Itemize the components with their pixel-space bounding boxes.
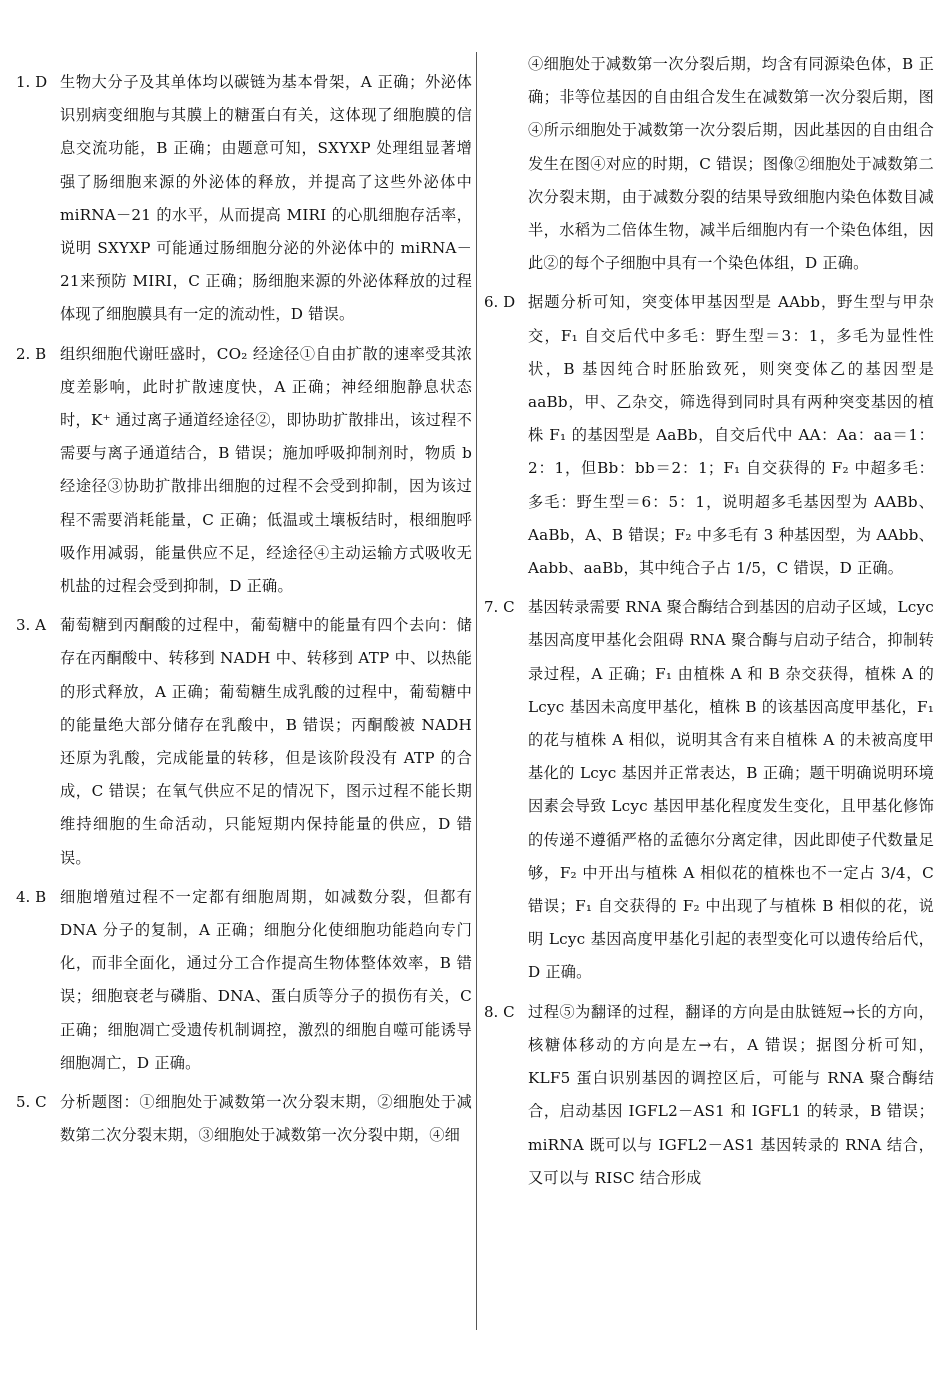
answer-item-3 bbox=[16, 609, 472, 875]
answer-explanation: 细胞增殖过程不一定都有细胞周期，如减数分裂，但都有 DNA 分子的复制，A 正确；细胞分化使细胞功能趋向专门化，而非全面化，通过分工合作提高生物体整体效率，B 错误；细胞衰老与磷脂、DNA、蛋白质等分子的损伤有关，C 正确；细胞凋亡受遗传机制调控，激烈的细胞自噬可能诱导细胞凋亡，D 正确。 bbox=[60, 887, 472, 1072]
answer-explanation: ④细胞处于减数第一次分裂后期，均含有同源染色体，B 正确；非等位基因的自由组合发生在减数第一次分裂后期，图④所示细胞处于减数第一次分裂后期，因此基因的自由组合发生在图④对应的时期，C 错误；图像②细胞处于减数第二次分裂末期，由于减数分裂的结果导致细胞内染色体数目减半，水稻为二倍体生物，减半后细胞内有一个染色体组，因此②的每个子细胞中具有一个染色体组，D 正确。 bbox=[528, 55, 934, 273]
answer-number: 1. D bbox=[16, 73, 48, 91]
answer-item-1 bbox=[16, 66, 472, 332]
answer-item-8 bbox=[484, 996, 934, 1195]
answer-explanation: 据题分析可知，突变体甲基因型是 AAbb，野生型与甲杂交，F₁ 自交后代中多毛：野生型＝3：1，多毛为显性性状，B 基因纯合时胚胎致死，则突变体乙的基因型是 aaBb，甲、乙杂交，筛选得到同时具有两种突变基因的植株 F₁ 的基因型是 AaBb，自交后代中 AA：Aa：aa＝1：2：1，但Bb：bb＝2：1；F₁ 自交获得的 F₂ 中超多毛：多毛：野生型＝6：5：1，说明超多毛基因型为 AABb、AaBb，A、B 错误；F₂ 中多毛有 3 种基因型，为 AAbb、Aabb、aaBb，其中纯合子占 1/5，C 错误，D 正确。 bbox=[528, 293, 934, 578]
right-column bbox=[484, 48, 934, 1201]
answer-item-6 bbox=[484, 286, 934, 585]
answer-number: 7. C bbox=[484, 598, 515, 617]
answer-explanation: 基因转录需要 RNA 聚合酶结合到基因的启动子区域，Lcyc 基因高度甲基化会阻碍 RNA 聚合酶与启动子结合，抑制转录过程，A 正确；F₁ 由植株 A 和 B 杂交获得，植株 A 的 Lcyc 基因未高度甲基化，植株 B 的该基因高度甲基化，F₁ 的花与植株 A 相似，说明其含有来自植株 A 的未被高度甲基化的 Lcyc 基因并正常表达，B 正确；题干明确说明环境因素会导致 Lcyc 基因甲基化程度发生变化，且甲基化修饰的传递不遵循严格的孟德尔分离定律，因此即使子代数量足够，F₂ 中开出与植株 A 相似花的植株也不一定占 3/4，C 错误；F₁ 自交获得的 F₂ 中出现了与植株 B 相似的花，说明 Lcyc 基因高度甲基化引起的表型变化可以遗传给后代，D 正确。 bbox=[528, 598, 934, 982]
answer-explanation: 葡萄糖到丙酮酸的过程中，葡萄糖中的能量有四个去向：储存在丙酮酸中、转移到 NADH 中、转移到 ATP 中、以热能的形式释放，A 正确；葡萄糖生成乳酸的过程中，葡萄糖中的能量绝大部分储存在乳酸中，B 错误；丙酮酸被 NADH 还原为乳酸，完成能量的转移，但是该阶段没有 ATP 的合成，C 错误；在氧气供应不足的情况下，图示过程不能长期维持细胞的生命活动，只能短期内保持能量的供应，D 错误。 bbox=[60, 616, 472, 867]
answer-item-7 bbox=[484, 591, 934, 989]
answer-item-5-continued bbox=[484, 48, 934, 280]
answer-item-5 bbox=[16, 1086, 472, 1152]
answer-number: 2. B bbox=[16, 344, 47, 363]
answer-explanation: 生物大分子及其单体均以碳链为基本骨架，A 正确；外泌体识别病变细胞与其膜上的糖蛋白有关，这体现了细胞膜的信息交流功能，B 正确；由题意可知，SXYXP 处理组显著增强了肠细胞来源的外泌体的释放，并提高了这些外泌体中 miRNA－21 的水平，从而提高 MIRI 的心肌细胞存活率，说明 SXYXP 可能通过肠细胞分泌的外泌体中的 miRNA－21来预防 MIRI，C 正确；肠细胞来源的外泌体释放的过程体现了细胞膜具有一定的流动性，D 错误。 bbox=[60, 73, 472, 324]
answer-explanation: 分析题图：①细胞处于减数第一次分裂末期，②细胞处于减数第二次分裂末期，③细胞处于减数第一次分裂中期，④细 bbox=[60, 1093, 472, 1145]
left-column bbox=[16, 66, 472, 1159]
answer-number: 8. C bbox=[484, 1002, 515, 1021]
answer-number: 3. A bbox=[16, 616, 46, 635]
answer-number: 6. D bbox=[484, 293, 516, 312]
answer-item-4 bbox=[16, 881, 472, 1080]
column-divider bbox=[476, 52, 477, 1330]
answer-number: 4. B bbox=[16, 887, 47, 906]
answer-item-2 bbox=[16, 338, 472, 604]
answer-explanation: 过程⑤为翻译的过程，翻译的方向是由肽链短→长的方向，核糖体移动的方向是左→右，A 错误；据图分析可知，KLF5 蛋白识别基因的调控区后，可能与 RNA 聚合酶结合，启动基因 IGFL2－AS1 和 IGFL1 的转录，B 错误；miRNA 既可以与 IGFL2－AS1 基因转录的 RNA 结合，又可以与 RISC 结合形成 bbox=[528, 1002, 934, 1187]
answer-explanation: 组织细胞代谢旺盛时，CO₂ 经途径①自由扩散的速率受其浓度差影响，此时扩散速度快，A 正确；神经细胞静息状态时，K⁺ 通过离子通道经途径②，即协助扩散排出，该过程不需要与离子通道结合，B 错误；施加呼吸抑制剂时，物质 b 经途径③协助扩散排出细胞的过程不会受到抑制，因为该过程不需要消耗能量，C 正确；低温或土壤板结时，根细胞呼吸作用减弱，能量供应不足，经途径④主动运输方式吸收无机盐的过程会受到抑制，D 正确。 bbox=[60, 344, 472, 596]
answer-number: 5. C bbox=[16, 1093, 47, 1112]
